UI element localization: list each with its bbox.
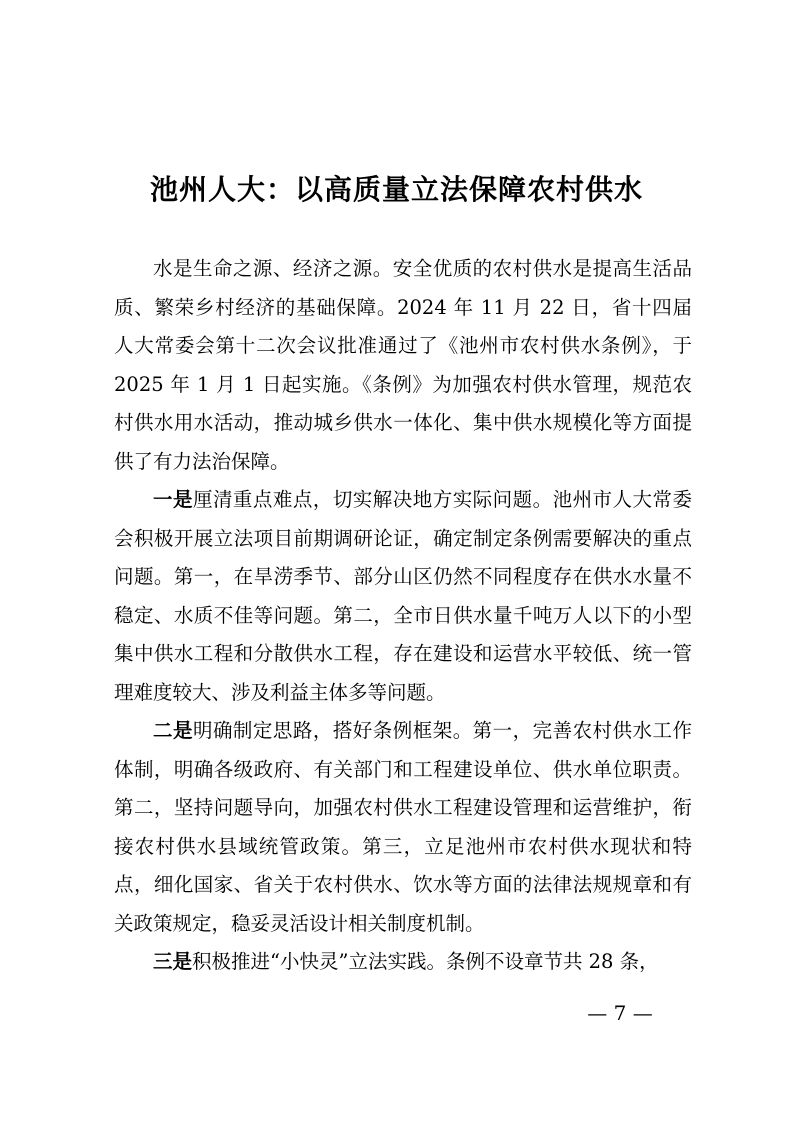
paragraph-text: 水是生命之源、经济之源。安全优质的农村供水是提高生活品质、繁荣乡村经济的基础保障。2024 年 11 月 22 日，省十四届人大常委会第十二次会议批准通过了《池州市农村供水条例》，于 2025 年 1 月 1 日起实施。《条例》为加强农村供水管理，规范农村供水用水活动，推动城乡供水一体化、集中供水规模化等方面提供了有力法治保障。 [114, 257, 692, 473]
paragraph-text: 明确制定思路，搭好条例框架。第一，完善农村供水工作体制，明确各级政府、有关部门和工程建设单位、供水单位职责。第二，坚持问题导向，加强农村供水工程建设管理和运营维护，衔接农村供水县域统管政策。第三，立足池州市农村供水现状和特点，细化国家、省关于农村供水、饮水等方面的法律法规规章和有关政策规定，稳妥灵活设计相关制度机制。 [114, 719, 692, 935]
paragraph-lead: 一是 [153, 488, 193, 511]
paragraph-lead: 二是 [153, 719, 193, 742]
paragraph-lead: 三是 [153, 950, 193, 973]
paragraph-intro [114, 250, 692, 481]
page-number: — 7 — [587, 1001, 653, 1025]
paragraph-point-two [114, 712, 692, 943]
paragraph-text: 积极推进“小快灵”立法实践。条例不设章节共 28 条， [192, 950, 659, 973]
paragraph-point-one [114, 481, 692, 712]
paragraph-text: 厘清重点难点，切实解决地方实际问题。池州市人大常委会积极开展立法项目前期调研论证，确定制定条例需要解决的重点问题。第一，在旱涝季节、部分山区仍然不同程度存在供水水量不稳定、水质不佳等问题。第二，全市日供水量千吨万人以下的小型集中供水工程和分散供水工程，存在建设和运营水平较低、统一管理难度较大、涉及利益主体多等问题。 [114, 488, 692, 704]
document-title: 池州人大：以高质量立法保障农村供水 [149, 173, 643, 206]
document-body [114, 250, 692, 982]
paragraph-point-three [114, 943, 692, 982]
